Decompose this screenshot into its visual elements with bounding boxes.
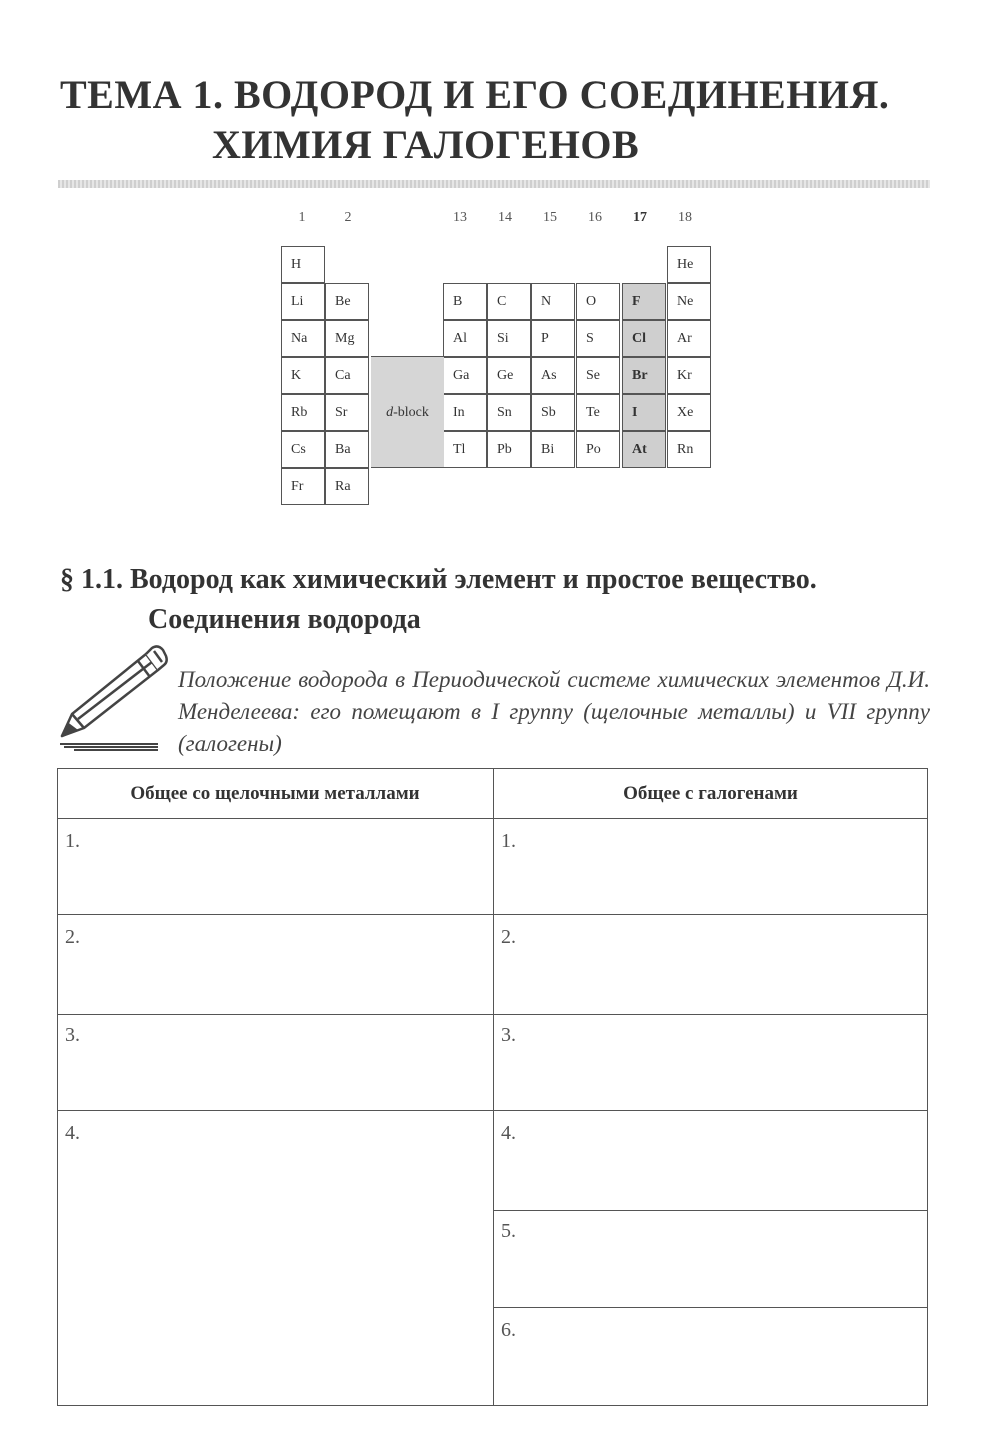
halogen-cell: F [622,283,666,320]
element-cell: Ne [667,283,711,320]
row-number: 1. [65,830,80,852]
element-cell: Ba [325,431,369,468]
element-cell: Rb [281,394,325,431]
element-cell: Na [281,320,325,357]
element-cell: Po [576,431,620,468]
d-block-letter: d [386,405,394,420]
element-cell: Sr [325,394,369,431]
element-cell: Cs [281,431,325,468]
section-heading [60,560,817,640]
row-divider [493,1210,928,1211]
page-title [60,70,889,170]
element-cell: Tl [443,431,487,468]
element-cell: Sn [487,394,531,431]
section-heading-line2: Соединения водорода [148,604,421,635]
element-cell: S [576,320,620,357]
element-cell: Se [576,357,620,394]
group-label: 13 [453,210,467,225]
element-cell: P [531,320,575,357]
element-cell: Te [576,394,620,431]
element-cell: Rn [667,431,711,468]
row-number: 4. [65,1122,80,1144]
comparison-table [57,768,928,1406]
group-label: 18 [678,210,692,225]
element-cell: He [667,246,711,283]
element-cell: Al [443,320,487,357]
element-cell: K [281,357,325,394]
row-number: 3. [65,1024,80,1046]
row-number: 1. [501,830,516,852]
table-border-left [57,768,58,1406]
d-block [371,356,444,468]
row-number: 2. [501,926,516,948]
element-cell: Fr [281,468,325,505]
element-cell: Bi [531,431,575,468]
row-number: 6. [501,1319,516,1341]
intro-paragraph: Положение водорода в Периодической системе химических элементов Д.И. Менделеева: его помещают в I группу (щелочные металлы) и VII группу (галогены) [178,667,930,756]
halogen-cell: Cl [622,320,666,357]
d-block-suffix: -block [393,405,429,420]
row-number: 4. [501,1122,516,1144]
row-number: 3. [501,1024,516,1046]
title-divider [58,180,930,188]
element-cell: B [443,283,487,320]
element-cell: Ar [667,320,711,357]
row-number: 2. [65,926,80,948]
element-cell: Pb [487,431,531,468]
page-title-line1: ТЕМА 1. ВОДОРОД И ЕГО СОЕДИНЕНИЯ. [60,72,890,117]
group-label: 2 [344,210,352,225]
element-cell: Ca [325,357,369,394]
element-cell: Mg [325,320,369,357]
row-divider [493,1307,928,1308]
element-cell: Xe [667,394,711,431]
group-label: 14 [498,210,512,225]
halogen-cell: Br [622,357,666,394]
group-label: 16 [588,210,602,225]
pencil-icon [54,640,176,755]
column-header-alkali: Общее со щелочными металлами [130,783,420,804]
element-cell: N [531,283,575,320]
page-title-line2: ХИМИЯ ГАЛОГЕНОВ [212,122,640,167]
element-cell: As [531,357,575,394]
row-number: 5. [501,1220,516,1242]
element-cell: Ra [325,468,369,505]
column-divider [493,768,494,1406]
element-cell: In [443,394,487,431]
table-border-right [927,768,928,1406]
element-cell: C [487,283,531,320]
group-label: 17 [633,210,647,225]
element-cell: Sb [531,394,575,431]
element-cell: Ge [487,357,531,394]
element-cell: Be [325,283,369,320]
element-cell: Ga [443,357,487,394]
element-cell: Kr [667,357,711,394]
element-cell: O [576,283,620,320]
element-cell: H [281,246,325,283]
element-cell: Si [487,320,531,357]
group-label: 1 [298,210,306,225]
column-header-halogens: Общее с галогенами [623,783,798,804]
halogen-cell: At [622,431,666,468]
group-label: 15 [543,210,557,225]
element-cell: Li [281,283,325,320]
halogen-cell: I [622,394,666,431]
section-heading-line1: § 1.1. Водород как химический элемент и простое вещество. [60,564,817,595]
